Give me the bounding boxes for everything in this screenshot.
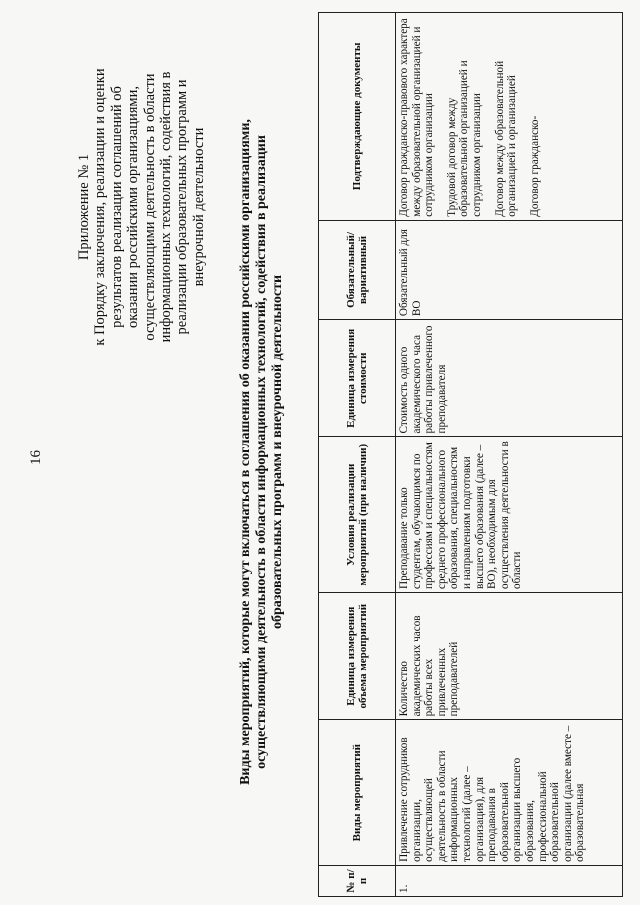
header-number: № п/п — [319, 865, 396, 896]
header-cost-unit: Единица измерения стоимости — [319, 320, 396, 437]
appendix-header — [76, 57, 207, 357]
document-item: Договор между образовательной организацией и организацией — [493, 60, 519, 217]
document-item: Трудовой договор между образовательной организацией и сотрудником организации — [445, 60, 483, 217]
document-heading: Виды мероприятий, которые могут включаться в соглашения об оказании российскими организациями, осуществляющими деятельность в области информационных технологий, содействия в реализации образовательных программ и внеурочной деятельности — [238, 119, 285, 785]
table-row — [396, 13, 623, 897]
header-documents: Подтверждающие документы — [319, 13, 396, 221]
document-item: Договор гражданско- — [528, 115, 541, 217]
header-conditions: Условия реализации мероприятий (при наличии) — [319, 437, 396, 593]
cell-documents — [396, 13, 623, 221]
cell-volume-unit: Количество академических часов работы всех привлеченных преподавателей — [396, 593, 623, 720]
header-activity: Виды мероприятий — [319, 720, 396, 865]
cell-number: 1. — [396, 865, 623, 896]
appendix-number: Приложение № 1 — [76, 153, 92, 261]
cell-mandatory: Обязательный для ВО — [396, 220, 623, 319]
activities-table — [318, 12, 623, 897]
header-volume-unit: Единица измерения объема мероприятий — [319, 593, 396, 720]
page-number: 16 — [28, 450, 44, 465]
table-header-row — [319, 13, 396, 897]
document-item: Договор гражданско-правового характера между образовательной организацией и сотрудником организации — [398, 18, 436, 217]
cell-conditions: Преподавание только студентам, обучающимся по профессиям и специальностям среднего профессионального образования, специальностям и направлениям подготовки высшего образования (далее – ВО), необходимым для осуществления деятельности в области — [396, 437, 623, 593]
cell-cost-unit: Стоимость одного академического часа работы привлеченного преподавателя — [396, 320, 623, 437]
header-mandatory: Обязательный/ вариативный — [319, 220, 396, 319]
appendix-text: к Порядку заключения, реализации и оценки результатов реализации соглашений об оказании российскими организациями, осуществляющими деятельность в области информационных технологий, содействия в реализации образовательных программ и внеурочной деятельности — [92, 68, 207, 346]
cell-activity: Привлечение сотрудников организации, осуществляющей деятельность в области информационных технологий (далее – организация), для преподавания в образовательной организации высшего образования, профессиональной образовательной организации (далее вместе – образовательная — [396, 720, 623, 865]
